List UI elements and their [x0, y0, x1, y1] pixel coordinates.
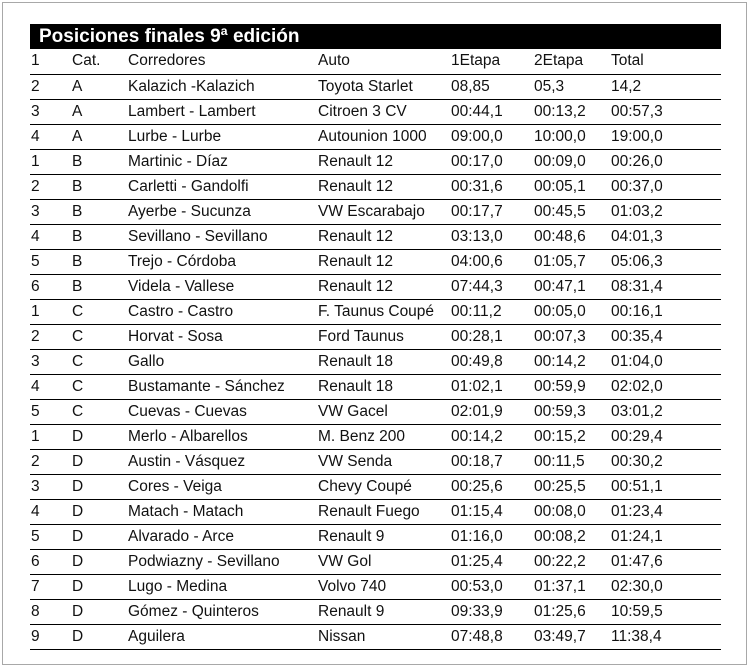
cell-category: D — [72, 499, 128, 524]
cell-stage1: 09:33,9 — [451, 599, 534, 624]
table-row — [30, 74, 721, 99]
cell-stage1: 00:17,0 — [451, 149, 534, 174]
cell-category: B — [72, 149, 128, 174]
header-category: Cat. — [72, 49, 128, 74]
cell-car: Renault 9 — [318, 599, 451, 624]
table-row — [30, 549, 721, 574]
cell-category: D — [72, 449, 128, 474]
cell-category: D — [72, 599, 128, 624]
table-row — [30, 174, 721, 199]
cell-car: VW Escarabajo — [318, 199, 451, 224]
cell-stage1: 00:14,2 — [451, 424, 534, 449]
cell-total: 00:35,4 — [611, 324, 721, 349]
cell-stage1: 01:02,1 — [451, 374, 534, 399]
cell-total: 11:38,4 — [611, 624, 721, 649]
table-row — [30, 124, 721, 149]
cell-total: 00:29,4 — [611, 424, 721, 449]
cell-car: Renault Fuego — [318, 499, 451, 524]
cell-stage1: 04:00,6 — [451, 249, 534, 274]
cell-category: B — [72, 249, 128, 274]
cell-position: 4 — [30, 124, 72, 149]
table-row — [30, 399, 721, 424]
cell-drivers: Videla - Vallese — [128, 274, 318, 299]
cell-stage2: 00:11,5 — [534, 449, 611, 474]
cell-stage1: 07:44,3 — [451, 274, 534, 299]
cell-stage2: 00:48,6 — [534, 224, 611, 249]
cell-category: B — [72, 199, 128, 224]
cell-stage1: 00:17,7 — [451, 199, 534, 224]
cell-stage1: 01:25,4 — [451, 549, 534, 574]
cell-stage2: 00:13,2 — [534, 99, 611, 124]
cell-car: Renault 12 — [318, 149, 451, 174]
cell-category: C — [72, 399, 128, 424]
cell-category: B — [72, 224, 128, 249]
cell-stage2: 00:05,0 — [534, 299, 611, 324]
cell-category: C — [72, 324, 128, 349]
cell-total: 00:57,3 — [611, 99, 721, 124]
cell-stage1: 03:13,0 — [451, 224, 534, 249]
cell-position: 9 — [30, 624, 72, 649]
cell-total: 03:01,2 — [611, 399, 721, 424]
cell-position: 3 — [30, 99, 72, 124]
cell-stage1: 08,85 — [451, 74, 534, 99]
cell-category: D — [72, 474, 128, 499]
table-row — [30, 574, 721, 599]
cell-category: A — [72, 124, 128, 149]
cell-category: D — [72, 524, 128, 549]
cell-position: 8 — [30, 599, 72, 624]
cell-position: 1 — [30, 149, 72, 174]
cell-total: 01:24,1 — [611, 524, 721, 549]
cell-drivers: Alvarado - Arce — [128, 524, 318, 549]
cell-total: 00:51,1 — [611, 474, 721, 499]
cell-stage2: 01:05,7 — [534, 249, 611, 274]
cell-stage1: 00:25,6 — [451, 474, 534, 499]
cell-drivers: Cuevas - Cuevas — [128, 399, 318, 424]
cell-stage2: 03:49,7 — [534, 624, 611, 649]
cell-drivers: Merlo - Albarellos — [128, 424, 318, 449]
cell-stage2: 00:15,2 — [534, 424, 611, 449]
cell-total: 01:04,0 — [611, 349, 721, 374]
header-total: Total — [611, 49, 721, 74]
cell-car: F. Taunus Coupé — [318, 299, 451, 324]
cell-position: 6 — [30, 549, 72, 574]
cell-position: 3 — [30, 474, 72, 499]
cell-drivers: Castro - Castro — [128, 299, 318, 324]
cell-position: 5 — [30, 524, 72, 549]
cell-stage2: 00:47,1 — [534, 274, 611, 299]
cell-stage1: 00:44,1 — [451, 99, 534, 124]
cell-car: Volvo 740 — [318, 574, 451, 599]
cell-car: Renault 12 — [318, 174, 451, 199]
cell-position: 2 — [30, 74, 72, 99]
cell-drivers: Carletti - Gandolfi — [128, 174, 318, 199]
cell-position: 2 — [30, 174, 72, 199]
cell-car: VW Senda — [318, 449, 451, 474]
cell-total: 08:31,4 — [611, 274, 721, 299]
cell-drivers: Kalazich -Kalazich — [128, 74, 318, 99]
cell-position: 3 — [30, 199, 72, 224]
table-row — [30, 449, 721, 474]
cell-total: 00:16,1 — [611, 299, 721, 324]
cell-car: Renault 12 — [318, 224, 451, 249]
cell-car: VW Gol — [318, 549, 451, 574]
cell-stage1: 02:01,9 — [451, 399, 534, 424]
cell-stage2: 00:59,3 — [534, 399, 611, 424]
cell-drivers: Cores - Veiga — [128, 474, 318, 499]
table-row — [30, 624, 721, 649]
cell-category: C — [72, 299, 128, 324]
cell-position: 2 — [30, 449, 72, 474]
cell-total: 19:00,0 — [611, 124, 721, 149]
table-row — [30, 199, 721, 224]
cell-car: Autounion 1000 — [318, 124, 451, 149]
cell-stage2: 00:09,0 — [534, 149, 611, 174]
cell-drivers: Matach - Matach — [128, 499, 318, 524]
cell-total: 10:59,5 — [611, 599, 721, 624]
cell-car: Renault 9 — [318, 524, 451, 549]
cell-category: A — [72, 99, 128, 124]
cell-car: Nissan — [318, 624, 451, 649]
cell-total: 14,2 — [611, 74, 721, 99]
cell-car: Toyota Starlet — [318, 74, 451, 99]
cell-stage1: 00:31,6 — [451, 174, 534, 199]
header-drivers: Corredores — [128, 49, 318, 74]
cell-car: Renault 18 — [318, 349, 451, 374]
header-row — [30, 49, 721, 74]
cell-stage2: 00:08,0 — [534, 499, 611, 524]
cell-stage1: 01:16,0 — [451, 524, 534, 549]
cell-total: 01:23,4 — [611, 499, 721, 524]
cell-stage2: 00:45,5 — [534, 199, 611, 224]
cell-category: B — [72, 174, 128, 199]
cell-total: 01:47,6 — [611, 549, 721, 574]
cell-car: Renault 18 — [318, 374, 451, 399]
cell-stage1: 07:48,8 — [451, 624, 534, 649]
cell-stage2: 00:08,2 — [534, 524, 611, 549]
cell-position: 6 — [30, 274, 72, 299]
cell-stage2: 00:59,9 — [534, 374, 611, 399]
header-stage2: 2Etapa — [534, 49, 611, 74]
cell-drivers: Podwiazny - Sevillano — [128, 549, 318, 574]
table-row — [30, 299, 721, 324]
cell-stage1: 00:53,0 — [451, 574, 534, 599]
cell-stage2: 00:05,1 — [534, 174, 611, 199]
cell-stage2: 05,3 — [534, 74, 611, 99]
table-row — [30, 374, 721, 399]
cell-drivers: Bustamante - Sánchez — [128, 374, 318, 399]
cell-position: 1 — [30, 299, 72, 324]
cell-position: 4 — [30, 224, 72, 249]
cell-position: 4 — [30, 374, 72, 399]
cell-drivers: Martinic - Díaz — [128, 149, 318, 174]
cell-position: 2 — [30, 324, 72, 349]
results-body — [30, 74, 721, 649]
cell-drivers: Gómez - Quinteros — [128, 599, 318, 624]
cell-stage2: 00:22,2 — [534, 549, 611, 574]
cell-drivers: Trejo - Córdoba — [128, 249, 318, 274]
cell-position: 7 — [30, 574, 72, 599]
cell-drivers: Lugo - Medina — [128, 574, 318, 599]
cell-total: 01:03,2 — [611, 199, 721, 224]
cell-category: A — [72, 74, 128, 99]
cell-category: D — [72, 424, 128, 449]
cell-stage2: 00:14,2 — [534, 349, 611, 374]
table-row — [30, 224, 721, 249]
cell-total: 00:26,0 — [611, 149, 721, 174]
cell-drivers: Gallo — [128, 349, 318, 374]
table-row — [30, 424, 721, 449]
cell-total: 05:06,3 — [611, 249, 721, 274]
cell-stage2: 00:07,3 — [534, 324, 611, 349]
cell-drivers: Aguilera — [128, 624, 318, 649]
cell-drivers: Ayerbe - Sucunza — [128, 199, 318, 224]
cell-total: 00:37,0 — [611, 174, 721, 199]
cell-stage1: 00:11,2 — [451, 299, 534, 324]
table-row — [30, 474, 721, 499]
cell-car: Ford Taunus — [318, 324, 451, 349]
table-row — [30, 599, 721, 624]
cell-car: Citroen 3 CV — [318, 99, 451, 124]
cell-total: 04:01,3 — [611, 224, 721, 249]
cell-position: 5 — [30, 249, 72, 274]
table-row — [30, 99, 721, 124]
results-table — [30, 49, 721, 650]
cell-stage1: 00:18,7 — [451, 449, 534, 474]
table-row — [30, 274, 721, 299]
cell-total: 02:02,0 — [611, 374, 721, 399]
cell-car: M. Benz 200 — [318, 424, 451, 449]
cell-drivers: Horvat - Sosa — [128, 324, 318, 349]
header-position: 1 — [30, 49, 72, 74]
header-stage1: 1Etapa — [451, 49, 534, 74]
cell-position: 5 — [30, 399, 72, 424]
header-car: Auto — [318, 49, 451, 74]
cell-category: D — [72, 624, 128, 649]
cell-stage2: 01:37,1 — [534, 574, 611, 599]
cell-stage2: 00:25,5 — [534, 474, 611, 499]
cell-drivers: Sevillano - Sevillano — [128, 224, 318, 249]
cell-drivers: Lurbe - Lurbe — [128, 124, 318, 149]
cell-car: Renault 12 — [318, 274, 451, 299]
cell-stage1: 09:00,0 — [451, 124, 534, 149]
cell-stage1: 00:49,8 — [451, 349, 534, 374]
cell-position: 4 — [30, 499, 72, 524]
cell-total: 00:30,2 — [611, 449, 721, 474]
cell-stage1: 00:28,1 — [451, 324, 534, 349]
cell-stage1: 01:15,4 — [451, 499, 534, 524]
table-row — [30, 149, 721, 174]
cell-car: VW Gacel — [318, 399, 451, 424]
cell-car: Chevy Coupé — [318, 474, 451, 499]
table-row — [30, 499, 721, 524]
cell-stage2: 10:00,0 — [534, 124, 611, 149]
cell-drivers: Austin - Vásquez — [128, 449, 318, 474]
table-row — [30, 324, 721, 349]
cell-drivers: Lambert - Lambert — [128, 99, 318, 124]
cell-category: D — [72, 574, 128, 599]
cell-category: C — [72, 349, 128, 374]
cell-stage2: 01:25,6 — [534, 599, 611, 624]
table-row — [30, 524, 721, 549]
cell-category: B — [72, 274, 128, 299]
cell-total: 02:30,0 — [611, 574, 721, 599]
table-row — [30, 249, 721, 274]
cell-position: 3 — [30, 349, 72, 374]
table-row — [30, 349, 721, 374]
table-title: Posiciones finales 9ª edición — [30, 24, 721, 49]
cell-car: Renault 12 — [318, 249, 451, 274]
cell-category: C — [72, 374, 128, 399]
cell-position: 1 — [30, 424, 72, 449]
cell-category: D — [72, 549, 128, 574]
